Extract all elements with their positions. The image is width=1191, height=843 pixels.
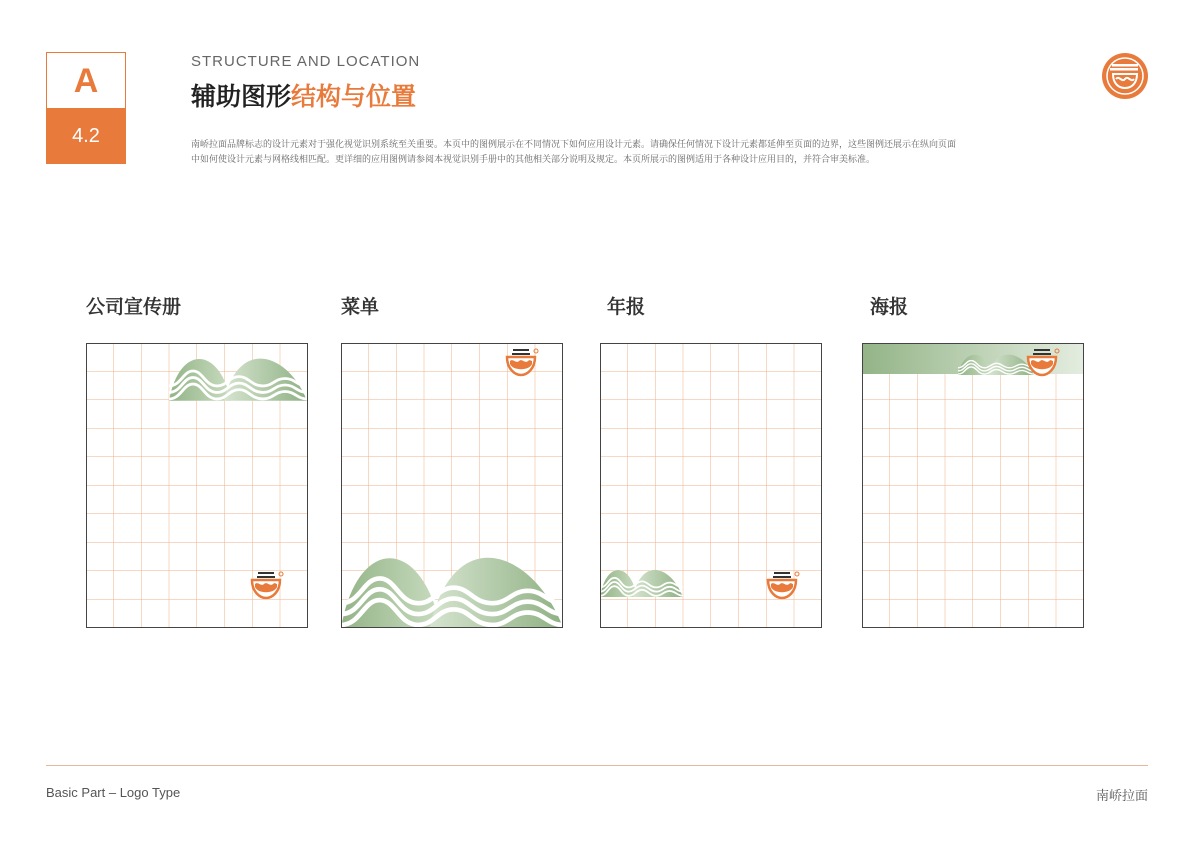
title-dark-part: 辅助图形 (191, 82, 292, 111)
section-badge (46, 52, 126, 164)
description-line-2: 中如何使设计元素与网格线相匹配。更详细的应用图例请参阅本视觉识别手册中的其他相关部分说明及规定。本页所展示的图例适用于各种设计应用目的，并符合审美标准。 (191, 155, 876, 165)
title-accent-part: 结构与位置 (291, 82, 417, 111)
page-description (191, 138, 1051, 168)
noodle-bowl-logo-icon (1101, 52, 1149, 100)
section-letter: A (73, 61, 99, 100)
menu-panel (341, 343, 563, 628)
footer-section-name: Basic Part – Logo Type (46, 785, 181, 800)
panel-label-poster: 海报 (870, 296, 909, 318)
footer-divider (46, 765, 1148, 766)
footer-brand-name: 南峤拉面 (1095, 789, 1148, 804)
description-line-1: 南峤拉面品牌标志的设计元素对于强化视觉识别系统至关重要。本页中的图例展示在不同情况下如何应用设计元素。请确保任何情况下设计元素都延伸至页面的边界，这些图例还展示在纵向页面 (191, 140, 957, 150)
panel-label-brochure: 公司宣传册 (86, 296, 182, 318)
brochure-panel (86, 343, 308, 628)
annual-report-panel (600, 343, 822, 628)
section-number: 4.2 (46, 108, 126, 164)
panel-label-menu: 菜单 (341, 296, 380, 318)
panel-label-annual-report: 年报 (607, 296, 646, 318)
page-subtitle: STRUCTURE AND LOCATION (191, 53, 421, 70)
poster-panel (862, 343, 1084, 628)
page-title (191, 77, 416, 113)
